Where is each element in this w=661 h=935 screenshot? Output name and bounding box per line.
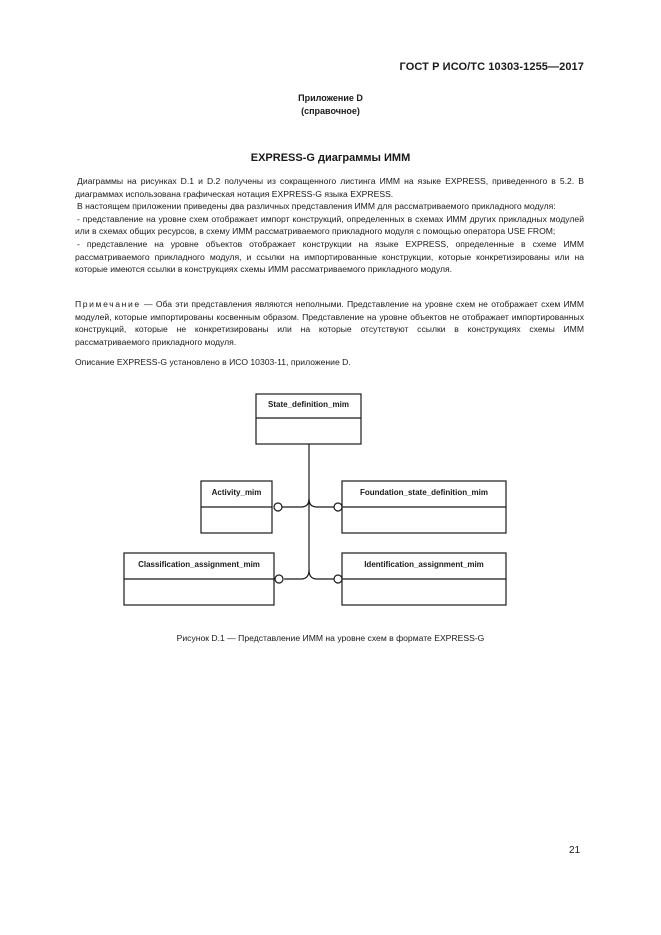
schema-label-classification: Classification_assignment_mim [138, 560, 260, 569]
paragraph-1: Диаграммы на рисунках D.1 и D.2 получены из сокращенного листинга ИММ на языке EXPRESS, приведенного в 5.2. В диаграммах использована графическая нотация EXPRESS-G языка EXPRESS. [75, 176, 584, 199]
use-from-circle [275, 575, 283, 583]
paragraph-2: В настоящем приложении приведены два различных представления ИММ для рассматриваемого прикладного модуля: [77, 201, 556, 212]
use-from-circle [334, 575, 342, 583]
document-header: ГОСТ Р ИСО/ТС 10303-1255—2017 [399, 61, 584, 73]
page-number: 21 [569, 845, 581, 856]
note-label: Примечание [75, 299, 141, 309]
description-line: Описание EXPRESS-G установлено в ИСО 10303-11, приложение D. [75, 357, 351, 367]
paragraph-3: - представление на уровне схем отображает импорт конструкций, определенных в схемах ИММ других прикладных модулей или в схемах общих ресурсов, в схему ИММ рассматриваемого прикладного модуля с помощью оператора USE FROM; [75, 213, 584, 237]
section-title: EXPRESS-G диаграммы ИММ [250, 152, 411, 164]
paragraph-4: - представление на уровне объектов отображает конструкции на языке EXPRESS, определенные в схеме ИММ рассматриваемого прикладного модуля, и ссылки на импортированные конструкции, которые конкретизированы или на которые имеются ссылки в конструкциях схемы ИММ рассматриваемого прикладного модуля. [75, 238, 584, 275]
connector-foundation [309, 499, 334, 507]
note-text: — Оба эти представления являются неполными. Представление на уровне схем не отображает схем ИММ модулей, которые импортированы косвенным образом. Представление на уровне объектов не отображает импортированных конструкций, которые не конкретизированы или на которые отсутствуют ссылки в конструкциях схемы ИММ рассматриваемого прикладного модуля. [75, 299, 584, 347]
appendix-title: Приложение D [298, 93, 363, 103]
appendix-subtitle: (справочное) [301, 106, 360, 116]
schema-label-foundation: Foundation_state_definition_mim [359, 488, 489, 497]
schema-label-main: State_definition_mim [268, 400, 349, 409]
connector-identification [309, 570, 334, 579]
use-from-circle [334, 503, 342, 511]
connector-classification [284, 570, 309, 579]
schema-label-activity: Activity_mim [211, 488, 262, 497]
use-from-circle [274, 503, 282, 511]
figure-caption: Рисунок D.1 — Представление ИММ на уровне схем в формате EXPRESS-G [176, 633, 485, 643]
schema-label-identification: Identification_assignment_mim [364, 560, 484, 569]
connector-activity [282, 499, 309, 507]
